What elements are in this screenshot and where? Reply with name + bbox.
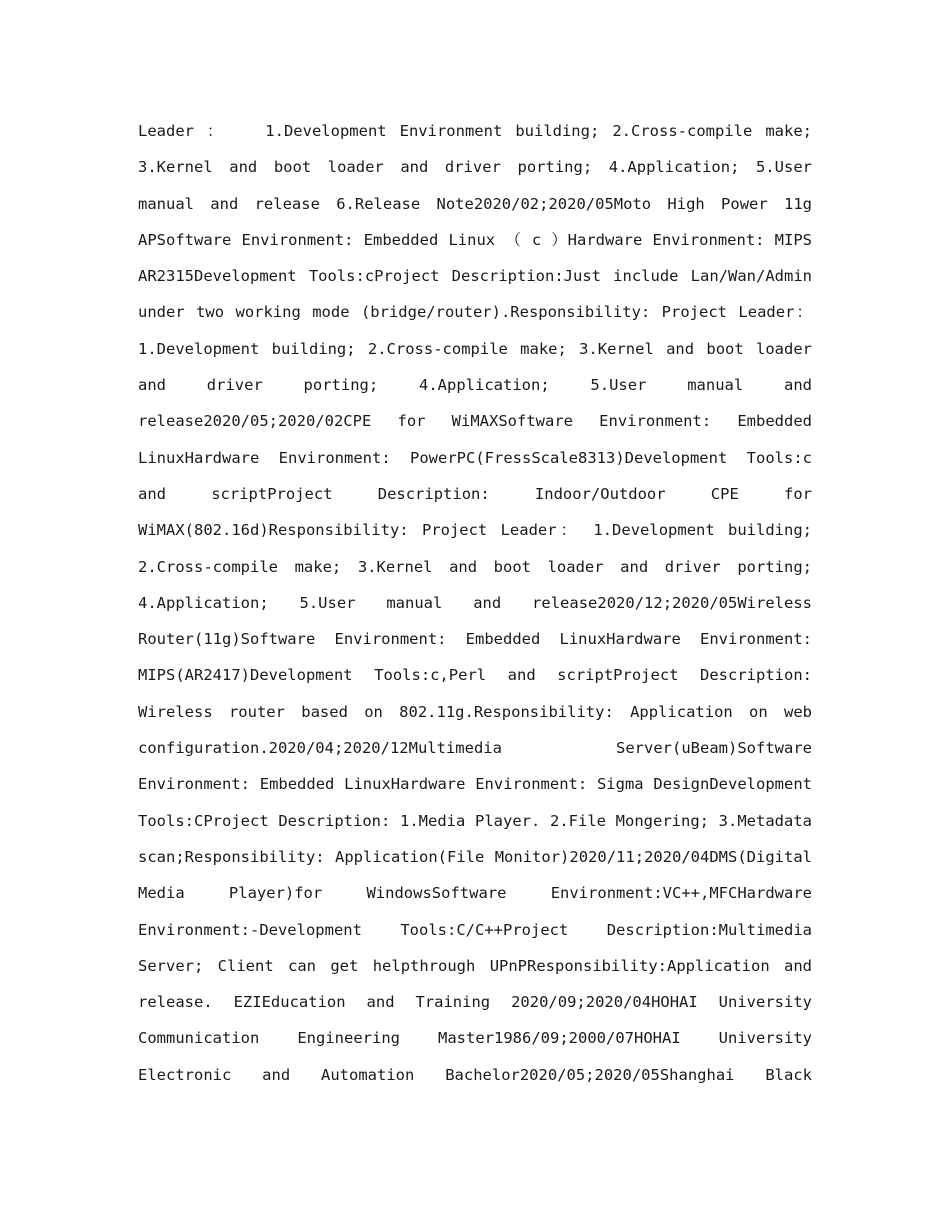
- text-line-13: 2.Cross-compile make; 3.Kernel and boot loader and driver porting;: [138, 557, 812, 576]
- text-line-11: and scriptProject Description: Indoor/Outdoor CPE for: [138, 484, 812, 503]
- text-line-14: 4.Application; 5.User manual and release2020/12;2020/05Wireless: [138, 593, 812, 612]
- text-line-24: Server; Client can get helpthrough UPnPResponsibility:Application and: [138, 956, 812, 975]
- text-line-6: under two working mode (bridge/router).Responsibility: Project Leader：: [138, 303, 812, 322]
- text-line-10: LinuxHardware Environment: PowerPC(FressScale8313)Development Tools:c: [138, 448, 812, 467]
- text-line-8: and driver porting; 4.Application; 5.User manual and: [138, 376, 812, 395]
- text-line-9: release2020/05;2020/02CPE for WiMAXSoftware Environment: Embedded: [138, 412, 812, 431]
- text-line-3: manual and release 6.Release Note2020/02;2020/05Moto High Power 11g: [138, 194, 812, 213]
- text-line-23: Environment:-Development Tools:C/C++Project Description:Multimedia: [138, 920, 812, 939]
- text-line-5: AR2315Development Tools:cProject Description:Just include Lan/Wan/Admin: [138, 267, 812, 286]
- text-line-25: release. EZIEducation and Training 2020/09;2020/04HOHAI University: [138, 993, 812, 1012]
- text-line-2: 3.Kernel and boot loader and driver porting; 4.Application; 5.User: [138, 158, 812, 177]
- text-line-22: Media Player)for WindowsSoftware Environment:VC++,MFCHardware: [138, 884, 812, 903]
- text-line-17: Wireless router based on 802.11g.Responsibility: Application on web: [138, 702, 812, 721]
- text-line-19: Environment: Embedded LinuxHardware Environment: Sigma DesignDevelopment: [138, 775, 812, 794]
- text-line-20: Tools:CProject Description: 1.Media Player. 2.File Mongering; 3.Metadata: [138, 811, 812, 830]
- text-line-4: APSoftware Environment: Embedded Linux （ c ）Hardware Environment: MIPS: [138, 230, 812, 249]
- text-line-18: configuration.2020/04;2020/12Multimedia Server(uBeam)Software: [138, 739, 812, 758]
- text-line-1: Leader ： 1.Development Environment building; 2.Cross-compile make;: [138, 122, 812, 140]
- text-line-21: scan;Responsibility: Application(File Monitor)2020/11;2020/04DMS(Digital: [138, 847, 812, 866]
- text-line-15: Router(11g)Software Environment: Embedded LinuxHardware Environment:: [138, 630, 812, 649]
- text-line-26: Communication Engineering Master1986/09;2000/07HOHAI University: [138, 1029, 812, 1048]
- text-line-7: 1.Development building; 2.Cross-compile make; 3.Kernel and boot loader: [138, 339, 812, 358]
- document-body-text: [138, 113, 812, 1093]
- text-line-16: MIPS(AR2417)Development Tools:c,Perl and scriptProject Description:: [138, 666, 812, 685]
- text-line-12: WiMAX(802.16d)Responsibility: Project Leader： 1.Development building;: [138, 521, 812, 540]
- text-line-27: Electronic and Automation Bachelor2020/05;2020/05Shanghai Black: [138, 1065, 812, 1084]
